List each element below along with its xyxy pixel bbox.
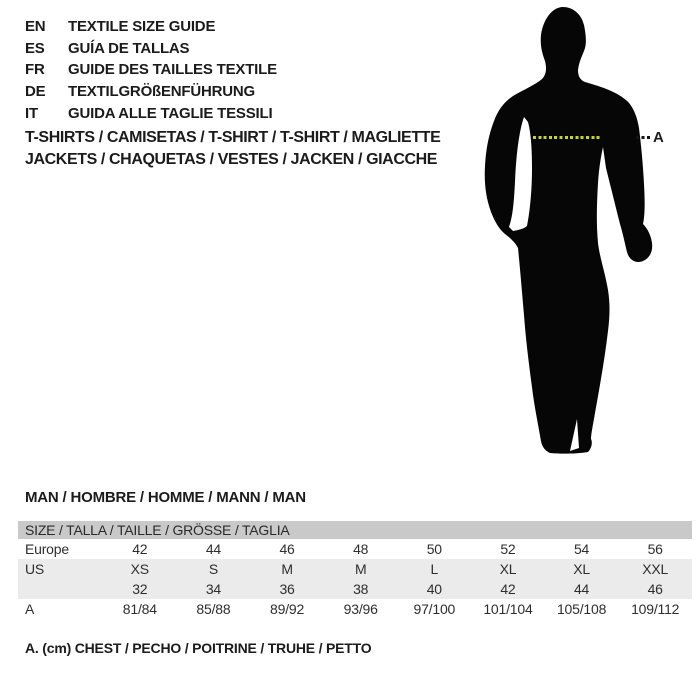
table-row-europe [18, 539, 692, 559]
size-cell: 85/88 [196, 601, 231, 617]
language-code: FR [25, 61, 45, 79]
size-cell: 97/100 [413, 601, 456, 617]
size-cell: XL [573, 561, 590, 577]
table-row-us-numeric [18, 579, 692, 599]
size-cell: 54 [573, 541, 590, 557]
table-row-us [18, 559, 692, 579]
language-row-it [25, 102, 277, 124]
measure-connector-dots [636, 136, 651, 139]
language-code: DE [25, 83, 46, 101]
section-title-man: MAN / HOMBRE / HOMME / MANN / MAN [25, 489, 306, 506]
size-cell: 42 [132, 541, 148, 557]
language-label: GUÍA DE TALLAS [68, 39, 190, 57]
size-cell: 52 [500, 541, 516, 557]
size-cell: 81/84 [122, 601, 157, 617]
language-guide-list [25, 16, 277, 124]
chest-footnote: A. (cm) CHEST / PECHO / POITRINE / TRUHE / PETTO [25, 640, 372, 656]
size-cell: 101/104 [483, 601, 533, 617]
measure-label-a: A [653, 129, 664, 146]
size-cell: 36 [279, 581, 295, 597]
language-label: TEXTILGRÖßENFÜHRUNG [68, 83, 256, 101]
size-cell: 44 [205, 541, 222, 557]
category-tshirts: T-SHIRTS / CAMISETAS / T-SHIRT / T-SHIRT / MAGLIETTE [25, 129, 441, 146]
size-cell: 89/92 [270, 601, 305, 617]
row-label: Europe [25, 541, 69, 557]
language-row-en [25, 16, 277, 38]
language-row-fr [25, 59, 277, 81]
size-cell: 48 [353, 541, 369, 557]
size-cell: 38 [353, 581, 369, 597]
size-cell: XL [499, 561, 517, 577]
size-cell: M [354, 561, 367, 577]
size-cell: 44 [573, 581, 590, 597]
size-cell: 56 [647, 541, 663, 557]
row-label [18, 579, 103, 599]
size-cell: 46 [279, 541, 295, 557]
size-cell: 32 [132, 581, 148, 597]
size-cell: 105/108 [556, 601, 607, 617]
size-cell: L [430, 561, 439, 577]
size-cell: XXL [642, 561, 669, 577]
size-cell: 50 [426, 541, 442, 557]
language-row-es [25, 38, 277, 60]
size-cell: XS [130, 561, 149, 577]
man-figure [460, 0, 700, 470]
size-cell: 34 [205, 581, 222, 597]
row-label: A [25, 601, 35, 617]
size-cell: S [208, 561, 218, 577]
row-label: US [25, 561, 45, 577]
table-row-chest-cm [18, 599, 692, 619]
language-label: TEXTILE SIZE GUIDE [68, 18, 216, 36]
language-code: IT [25, 104, 38, 122]
garment-categories [25, 127, 440, 171]
language-code: EN [25, 18, 46, 36]
size-table-header: SIZE / TALLA / TAILLE / GRÖSSE / TAGLIA [18, 521, 692, 539]
language-label: GUIDE DES TAILLES TEXTILE [68, 61, 277, 79]
size-cell: 46 [647, 581, 663, 597]
language-code: ES [25, 39, 45, 57]
category-jackets: JACKETS / CHAQUETAS / VESTES / JACKEN / GIACCHE [25, 151, 438, 168]
size-cell: 109/112 [631, 601, 680, 617]
size-cell: M [281, 561, 293, 577]
chest-measure-dotted-line [533, 136, 602, 139]
size-cell: 40 [426, 581, 442, 597]
language-row-de [25, 81, 277, 103]
size-cell: 42 [500, 581, 516, 597]
size-cell: 93/96 [343, 601, 378, 617]
size-table [18, 521, 692, 619]
language-label: GUIDA ALLE TAGLIE TESSILI [68, 104, 273, 122]
man-silhouette-icon [460, 0, 700, 470]
